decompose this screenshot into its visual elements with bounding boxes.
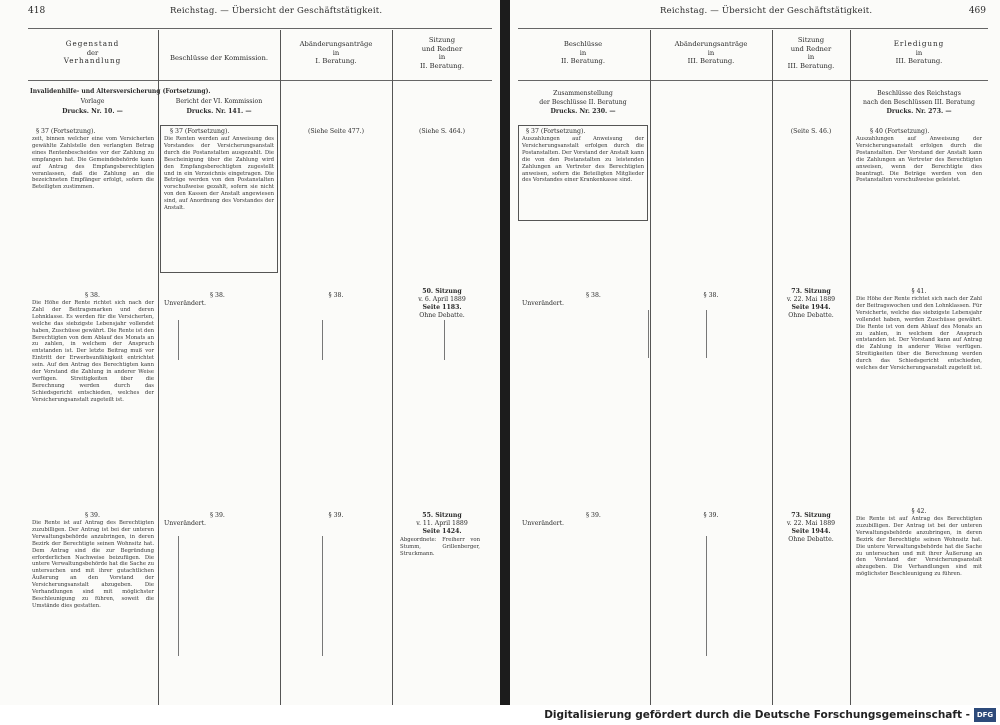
paragraph-heading: § 39. (328, 512, 344, 519)
section-sub: Vorlage (80, 98, 105, 105)
blank-rule (706, 310, 707, 358)
page-number: 469 (968, 6, 986, 16)
footer-bar (0, 705, 1000, 725)
running-head: Reichstag. — Übersicht der Geschäftstätigkeit. (660, 6, 873, 16)
session-note: Ohne Debatte. (788, 536, 834, 543)
paragraph-text: zeit, binnen welcher eine vom Versicherten gewählte Zahlstelle den verlangten Betrag eines Rentenbescheides vor der Zahlung zu empfangen hat. Die Gemeindebehörde kann auf Antrag des Empfangsberechtigten veranlassen, daß die Zahlung an die bezeichneten Empfänger erfolgt, sofern die Beteiligten zustimmen. (32, 136, 154, 191)
funding-notice: Digitalisierung gefördert durch die Deutsche Forschungsgemeinschaft - (544, 709, 970, 721)
paragraph-heading: § 37 (Fortsetzung). (170, 128, 230, 135)
rule (28, 28, 492, 29)
section-sub: Drucks. Nr. 10. — (62, 108, 123, 115)
session-note: Abgeordnete: Freiherr von Stumm, Grillenberger, Struckmann. (400, 537, 480, 557)
column-divider (392, 30, 393, 705)
paragraph-heading: § 39. (586, 512, 601, 519)
note: Unverändert. (522, 300, 565, 307)
section-sub: nach den Beschlüssen III. Beratung (863, 99, 975, 106)
session-page: Seite 1944. (791, 304, 831, 311)
paragraph-heading: § 39. (210, 512, 225, 519)
paragraph-heading: § 38. (210, 292, 225, 299)
column-header: Abänderungsanträge in I. Beratung. (299, 40, 373, 65)
paragraph-text: Auszahlungen auf Anweisung der Versicherungsanstalt erfolgen durch die Postanstalten. Der Vorstand der Anstalt kann die von den Postanstalten zu leistenden Zahlungen an Vertreter des Berechtigten anweisen, sofern die Beteiligten Mitglieder des Vorstandes einer Krankenkasse sind. (522, 136, 644, 184)
session-date: v. 6. April 1889 (418, 296, 466, 303)
reference: (Siehe S. 464.) (418, 128, 466, 135)
section-sub: der Beschlüsse II. Beratung (539, 99, 627, 106)
session-date: v. 22. Mai 1889 (786, 296, 836, 303)
blank-rule (178, 536, 179, 656)
kommission-sub: Drucks. Nr. 141. — (186, 108, 252, 115)
blank-rule (444, 320, 445, 360)
note: Unverändert. (522, 520, 565, 527)
reference: (Siehe Seite 477.) (307, 128, 365, 135)
session-title: 73. Sitzung (791, 512, 831, 519)
session-note: Ohne Debatte. (788, 312, 834, 319)
paragraph-heading: § 37 (Fortsetzung). (526, 128, 586, 135)
session-title: 50. Sitzung (422, 288, 462, 295)
blank-rule (706, 536, 707, 656)
column-divider (280, 30, 281, 705)
column-header: Sitzung und Redner in II. Beratung. (419, 36, 464, 70)
blank-rule (178, 320, 179, 360)
column-header: Sitzung und Redner in III. Beratung. (787, 36, 835, 70)
paragraph-heading: § 38. (85, 292, 100, 299)
column-header: Gegenstand der Verhandlung (63, 39, 122, 65)
session-page: Seite 1183. (422, 304, 462, 311)
note: Unverändert. (164, 300, 207, 307)
blank-rule (322, 320, 323, 360)
right-page (510, 0, 1000, 705)
paragraph-heading: § 37 (Fortsetzung). (36, 128, 96, 135)
paragraph-text: Die Höhe der Rente richtet sich nach der Zahl der Beitragswochen und den Lohnklassen. Für Versicherte, welche das siebzigste Lebensjahr vollendet haben, werden Zuschüsse gewährt. Die Rente ist von dem Ablauf des Monats an zu zahlen, in welchem der Anspruch entstanden ist. Der Vorstand kann auf Antrag die Zahlung in anderer Weise verfügen. Streitigkeiten über die Berechnung werden durch das Schiedsgericht entschieden, welches der Versicherungsanstalt zugeteilt ist. (856, 296, 982, 372)
session-page: Seite 1944. (791, 528, 831, 535)
session-title: 73. Sitzung (791, 288, 831, 295)
paragraph-heading: § 38. (586, 292, 601, 299)
paragraph-text: Die Rente ist auf Antrag des Berechtigten zuzubilligen. Der Antrag ist bei der unteren Verwaltungsbehörde anzubringen, in deren Bezirk der Berechtigte seinen Wohnsitz hat. Die untere Verwaltungsbehörde hat die Sache zu untersuchen und mit ihrer Äußerung an den Vorstand der Versicherungsanstalt abzugeben. Die Verhandlungen sind mit möglichster Beschleunigung zu führen. (856, 516, 982, 578)
paragraph-heading: § 38. (328, 292, 344, 299)
rule (518, 80, 988, 81)
rule (518, 28, 988, 29)
section-sub: Beschlüsse des Reichstags (877, 90, 961, 97)
session-page: Seite 1424. (422, 528, 462, 535)
session-date: v. 22. Mai 1889 (786, 520, 836, 527)
column-header: Beschlüsse der Kommission. (169, 54, 268, 62)
paragraph-text: Die Rente ist auf Antrag des Berechtigten zuzubilligen. Der Antrag ist bei der unteren Verwaltungsbehörde anzubringen, in deren Bezirk der Berechtigte seinen Wohnsitz hat. Dem Antrag sind die zur Begründung erforderlichen Nachweise beizufügen. Die untere Verwaltungsbehörde hat die Sache zu untersuchen und mit ihrer gutachtlichen Äußerung an den Vorstand der Versicherungsanstalt abzugeben. Die Verhandlungen sind mit möglichster Beschleunigung zu führen, soweit die Umstände dies gestatten. (32, 520, 154, 609)
dfg-logo: DFG (974, 708, 996, 722)
session-title: 55. Sitzung (422, 512, 462, 519)
paragraph-heading: § 41. (911, 288, 927, 295)
session-date: v. 11. April 1889 (416, 520, 468, 527)
paragraph-text: Die Höhe der Rente richtet sich nach der Zahl der Beitragsmarken und deren Lohnklasse. Es werden für die Versicherten, welche das siebzigste Lebensjahr vollendet haben, Zuschüsse gewährt. Die Rente ist den Berechtigten von dem Ablauf des Monats an zu zahlen, in welchem der Anspruch entstanden ist. Der letzte Beitrag muß vor Eintritt der Erwerbsunfähigkeit entrichtet sein. Auf den Antrag des Berechtigten kann der Vorstand die Zahlung in anderer Weise verfügen. Streitigkeiten über die Berechnung werden durch das Schiedsgericht entschieden, welches der Versicherungsanstalt zugeteilt ist. (32, 300, 154, 403)
rule (28, 80, 492, 81)
session-note: Ohne Debatte. (419, 312, 465, 319)
paragraph-text: Die Renten werden auf Anweisung des Vorstandes der Versicherungsanstalt durch die Postanstalten ausgezahlt. Die Bescheinigung über die Zahlung wird den Empfangsberechtigten zugestellt und in ein Verzeichnis eingetragen. Die Beträge werden von den Postanstalten vorschußweise gezahlt, sofern sie nicht von den Kassen der Anstalt angewiesen sind, auf Anordnung des Vorstandes der Anstalt. (164, 136, 274, 212)
column-divider (850, 30, 851, 705)
column-header: Erledigung in III. Beratung. (893, 39, 945, 65)
column-divider (650, 30, 651, 705)
section-sub: Drucks. Nr. 230. — (550, 108, 616, 115)
column-header: Abänderungsanträge in III. Beratung. (674, 40, 748, 65)
running-head: Reichstag. — Übersicht der Geschäftstätigkeit. (170, 6, 383, 16)
blank-rule (648, 310, 649, 358)
paragraph-heading: § 40 (Fortsetzung). (870, 128, 930, 135)
reference: (Seite S. 46.) (790, 128, 832, 135)
paragraph-heading: § 39. (703, 512, 719, 519)
book-gutter (500, 0, 510, 705)
column-divider (772, 30, 773, 705)
column-divider (158, 30, 159, 705)
paragraph-text: Auszahlungen auf Anweisung der Versicherungsanstalt erfolgen durch die Postanstalten. Der Vorstand der Anstalt kann die Zahlungen an Vertreter des Berechtigten anweisen, wenn der Berechtigte dies beantragt. Die Beträge werden von den Postanstalten vorschußweise geleistet. (856, 136, 982, 184)
paragraph-heading: § 38. (703, 292, 719, 299)
blank-rule (322, 536, 323, 656)
column-header: Beschlüsse in II. Beratung. (560, 40, 605, 65)
paragraph-heading: § 39. (85, 512, 100, 519)
section-sub: Drucks. Nr. 273. — (886, 108, 952, 115)
page-number: 418 (28, 6, 46, 16)
section-sub: Zusammenstellung (553, 90, 613, 97)
kommission-title: Bericht der VI. Kommission (175, 98, 263, 105)
note: Unverändert. (164, 520, 207, 527)
section-title: Invalidenhilfe- und Altersversicherung (Fortsetzung). (30, 88, 211, 95)
paragraph-heading: § 42. (911, 508, 927, 515)
left-page (0, 0, 500, 705)
